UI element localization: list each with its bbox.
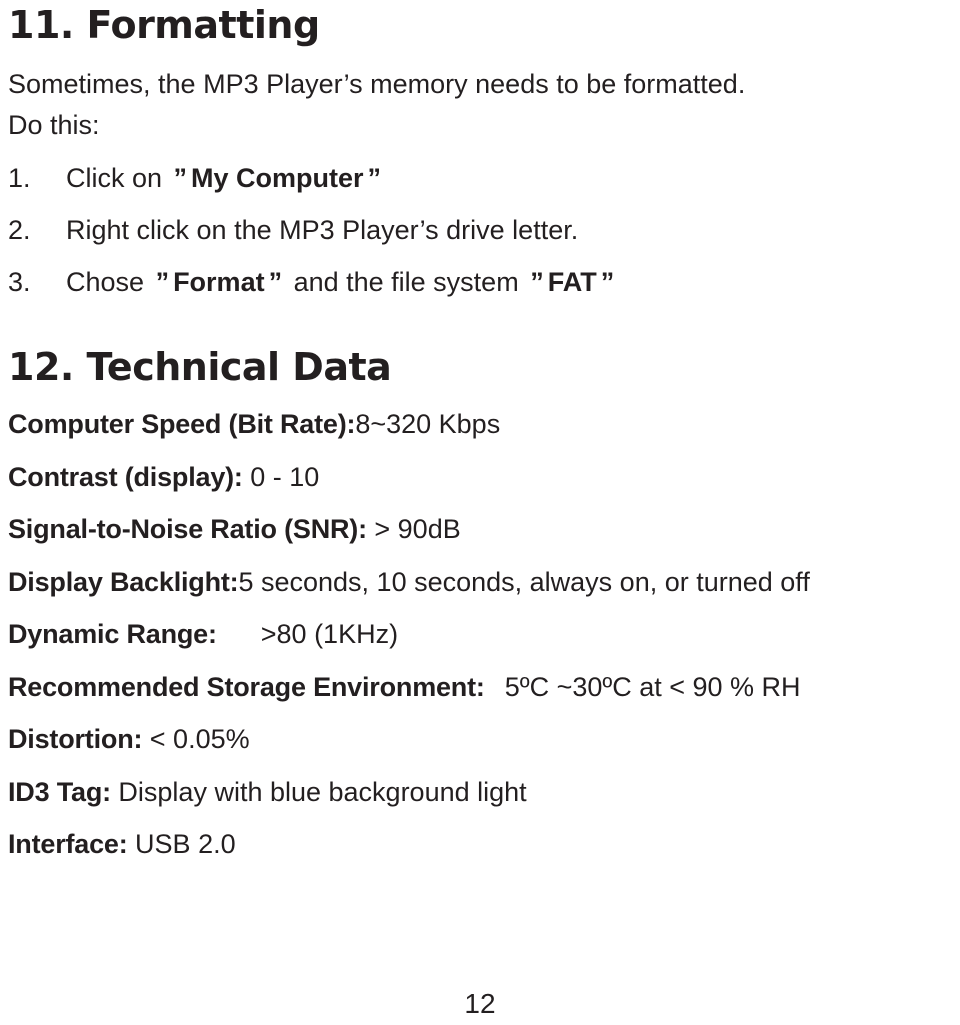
step-emphasis: Format [173,267,265,297]
spec-value: USB 2.0 [127,829,236,859]
open-quote: ” [173,163,188,193]
spec-value: 0 - 10 [242,461,320,492]
spec-row-distortion [8,713,810,766]
spec-value: 5 seconds, 10 seconds, always on, or turned off [238,566,810,597]
spec-row-bit-rate [8,398,810,451]
step-3 [8,256,618,308]
step-emphasis: My Computer [191,163,364,193]
formatting-steps [8,152,618,308]
intro-line-1: Sometimes, the MP3 Player’s memory needs to be formatted. [8,69,746,99]
close-quote: ” [600,267,615,297]
spec-label: ID3 Tag: [8,776,111,807]
spec-label: Computer Speed (Bit Rate): [8,409,356,439]
spec-row-id3 [8,766,810,819]
step-text-middle: and the file system [286,267,527,297]
spec-label: Recommended Storage Environment: [8,671,485,702]
spec-label: Dynamic Range: [8,619,217,649]
spec-row-interface [8,818,810,871]
step-text: Click on [66,163,170,193]
spec-row-backlight [8,556,810,609]
spec-row-dynamic-range [8,608,810,661]
spec-value: 5ºC ~30ºC at < 90 % RH [504,671,801,702]
spec-label: Interface: [8,829,128,859]
spec-label: Contrast (display): [8,461,243,492]
page-number: 12 [464,988,496,1019]
spec-value: 8~320 Kbps [355,409,501,439]
section-12-heading: 12. Technical Data [8,345,392,389]
spec-row-storage [8,661,810,714]
step-text: Chose [66,267,152,297]
open-quote: ” [155,267,170,297]
close-quote: ” [268,267,283,297]
technical-specs-list [8,398,810,871]
spec-row-contrast [8,451,810,504]
spec-label: Distortion: [8,724,143,754]
spec-value: Display with blue background light [110,776,527,807]
spec-row-snr [8,503,810,556]
spec-value: >80 (1KHz) [260,619,399,649]
step-2 [8,204,618,256]
formatting-intro [8,64,745,146]
spec-value: < 0.05% [142,724,250,754]
section-11-heading: 11. Formatting [8,3,320,47]
spec-label: Signal-to-Noise Ratio (SNR): [8,514,367,544]
open-quote: ” [530,267,544,297]
step-number: 1. [8,163,31,193]
close-quote: ” [367,163,382,193]
step-number: 2. [8,215,31,245]
intro-line-2: Do this: [8,110,100,140]
step-text: Right click on the MP3 Player’s drive letter. [66,215,579,245]
step-number: 3. [8,267,31,297]
spec-label: Display Backlight: [8,566,239,597]
spec-value: > 90dB [366,514,461,544]
step-emphasis: FAT [547,267,597,297]
step-1 [8,152,618,204]
